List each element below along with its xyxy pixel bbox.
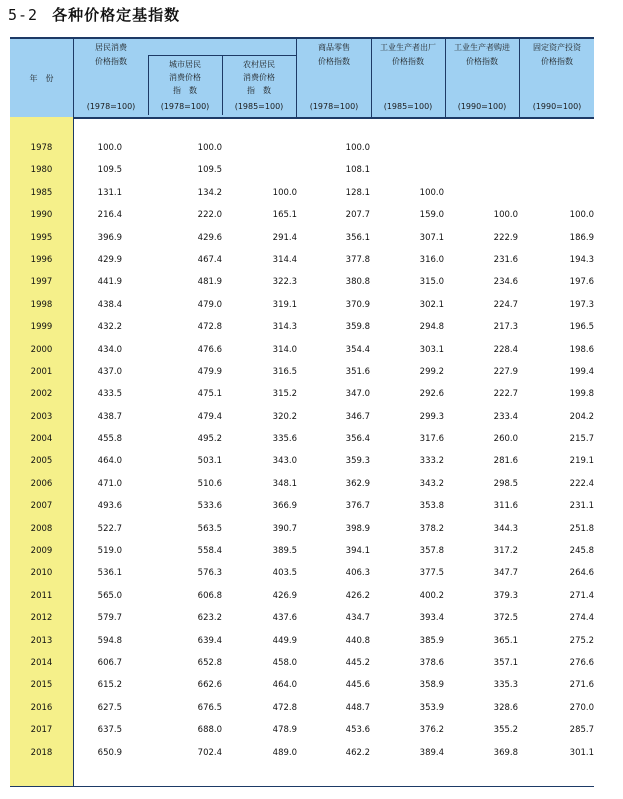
value-cell: 317.6 xyxy=(419,434,444,445)
value-cell: 433.5 xyxy=(97,389,122,400)
value-cell: 676.5 xyxy=(197,702,222,713)
col3-header-line1: 农村居民 xyxy=(243,60,275,69)
year-cell: 1980 xyxy=(30,165,53,176)
value-cell: 275.2 xyxy=(569,635,594,646)
col2-header-line1: 城市居民 xyxy=(169,60,201,69)
value-cell: 400.2 xyxy=(419,590,444,601)
value-cell: 357.8 xyxy=(419,546,444,557)
value-cell: 311.6 xyxy=(493,501,518,512)
value-cell: 351.6 xyxy=(345,366,370,377)
value-cell: 197.6 xyxy=(569,277,594,288)
value-cell: 100.0 xyxy=(419,187,444,198)
value-cell: 650.9 xyxy=(97,747,122,758)
value-cell: 228.4 xyxy=(493,344,518,355)
value-cell: 464.0 xyxy=(97,456,122,467)
value-cell: 462.2 xyxy=(345,747,370,758)
table-row xyxy=(10,743,594,765)
value-cell: 472.8 xyxy=(197,322,222,333)
value-cell: 307.1 xyxy=(419,232,444,243)
value-cell: 315.2 xyxy=(272,389,297,400)
value-cell: 264.6 xyxy=(569,568,594,579)
value-cell: 294.8 xyxy=(419,322,444,333)
table-row xyxy=(10,228,594,250)
year-cell: 2003 xyxy=(30,411,53,422)
value-cell: 362.9 xyxy=(345,478,370,489)
table-row xyxy=(10,496,594,518)
value-cell: 394.1 xyxy=(345,546,370,557)
value-cell: 489.0 xyxy=(272,747,297,758)
year-cell: 2001 xyxy=(30,366,53,377)
value-cell: 359.8 xyxy=(345,322,370,333)
value-cell: 333.2 xyxy=(419,456,444,467)
year-cell: 2015 xyxy=(30,680,53,691)
value-cell: 276.6 xyxy=(569,657,594,668)
value-cell: 159.0 xyxy=(419,210,444,221)
value-cell: 467.4 xyxy=(197,254,222,265)
year-cell: 2016 xyxy=(30,702,53,713)
col5-header-line2: 价格指数 xyxy=(392,57,424,66)
value-cell: 377.8 xyxy=(345,254,370,265)
table-row xyxy=(10,183,594,205)
value-cell: 398.9 xyxy=(345,523,370,534)
value-cell: 196.5 xyxy=(569,322,594,333)
value-cell: 108.1 xyxy=(345,165,370,176)
table-row xyxy=(10,675,594,697)
value-cell: 432.2 xyxy=(97,322,122,333)
table-title-text: 各种价格定基指数 xyxy=(52,6,181,24)
value-cell: 453.6 xyxy=(345,725,370,736)
value-cell: 379.3 xyxy=(493,590,518,601)
value-cell: 429.6 xyxy=(197,232,222,243)
col4-header-line2: 价格指数 xyxy=(318,57,350,66)
value-cell: 328.6 xyxy=(493,702,518,713)
value-cell: 314.4 xyxy=(272,254,297,265)
value-cell: 359.3 xyxy=(345,456,370,467)
value-cell: 510.6 xyxy=(197,478,222,489)
year-header: 年 份 xyxy=(29,74,54,83)
value-cell: 437.0 xyxy=(97,366,122,377)
value-cell: 533.6 xyxy=(197,501,222,512)
year-cell: 2004 xyxy=(30,434,53,445)
year-cell: 2007 xyxy=(30,501,53,512)
year-cell: 2005 xyxy=(30,456,53,467)
value-cell: 222.7 xyxy=(493,389,518,400)
table-row xyxy=(10,429,594,451)
value-cell: 199.4 xyxy=(569,366,594,377)
value-cell: 615.2 xyxy=(97,680,122,691)
value-cell: 390.7 xyxy=(272,523,297,534)
year-cell: 1990 xyxy=(30,210,53,221)
value-cell: 186.9 xyxy=(569,232,594,243)
table-row xyxy=(10,362,594,384)
table-row xyxy=(10,451,594,473)
value-cell: 317.2 xyxy=(493,546,518,557)
header-subrule xyxy=(148,55,296,56)
header-divider xyxy=(519,37,520,117)
table-row xyxy=(10,407,594,429)
year-cell: 1998 xyxy=(30,299,53,310)
value-cell: 274.4 xyxy=(569,613,594,624)
value-cell: 271.6 xyxy=(569,680,594,691)
header-divider xyxy=(445,37,446,117)
value-cell: 348.1 xyxy=(272,478,297,489)
value-cell: 131.1 xyxy=(97,187,122,198)
value-cell: 100.0 xyxy=(272,187,297,198)
value-cell: 396.9 xyxy=(97,232,122,243)
value-cell: 429.9 xyxy=(97,254,122,265)
year-cell: 1985 xyxy=(30,187,53,198)
value-cell: 440.8 xyxy=(345,635,370,646)
table-row xyxy=(10,563,594,585)
value-cell: 356.4 xyxy=(345,434,370,445)
value-cell: 393.4 xyxy=(419,613,444,624)
value-cell: 233.4 xyxy=(493,411,518,422)
value-cell: 227.9 xyxy=(493,366,518,377)
table-bottom-rule xyxy=(10,786,594,787)
value-cell: 197.3 xyxy=(569,299,594,310)
value-cell: 627.5 xyxy=(97,702,122,713)
value-cell: 426.2 xyxy=(345,590,370,601)
value-cell: 365.1 xyxy=(493,635,518,646)
value-cell: 576.3 xyxy=(197,568,222,579)
value-cell: 100.0 xyxy=(569,210,594,221)
value-cell: 100.0 xyxy=(197,143,222,153)
value-cell: 471.0 xyxy=(97,478,122,489)
col2-header-base: (1978=100) xyxy=(160,102,210,111)
value-cell: 426.9 xyxy=(272,590,297,601)
col5-header-line1: 工业生产者出厂 xyxy=(380,43,436,52)
year-cell: 2000 xyxy=(30,344,53,355)
value-cell: 347.7 xyxy=(493,568,518,579)
value-cell: 579.7 xyxy=(97,613,122,624)
value-cell: 245.8 xyxy=(569,546,594,557)
table-row xyxy=(10,317,594,339)
value-cell: 100.0 xyxy=(345,143,370,153)
table-row xyxy=(10,608,594,630)
col2-header-line3: 指 数 xyxy=(173,86,197,95)
year-cell: 2002 xyxy=(30,389,53,400)
value-cell: 389.5 xyxy=(272,546,297,557)
value-cell: 100.0 xyxy=(493,210,518,221)
value-cell: 270.0 xyxy=(569,702,594,713)
value-cell: 231.6 xyxy=(493,254,518,265)
col3-header-line2: 消费价格 xyxy=(243,73,275,82)
value-cell: 335.3 xyxy=(493,680,518,691)
value-cell: 302.1 xyxy=(419,299,444,310)
value-cell: 476.6 xyxy=(197,344,222,355)
value-cell: 314.0 xyxy=(272,344,297,355)
year-cell: 1978 xyxy=(30,143,53,153)
value-cell: 222.9 xyxy=(493,232,518,243)
table-header xyxy=(10,37,594,119)
value-cell: 376.2 xyxy=(419,725,444,736)
col4-header-line1: 商品零售 xyxy=(318,43,350,52)
value-cell: 385.9 xyxy=(419,635,444,646)
value-cell: 281.6 xyxy=(493,456,518,467)
value-cell: 558.4 xyxy=(197,546,222,557)
value-cell: 522.7 xyxy=(97,523,122,534)
value-cell: 100.0 xyxy=(97,143,122,153)
value-cell: 291.4 xyxy=(272,232,297,243)
value-cell: 475.1 xyxy=(197,389,222,400)
value-cell: 299.2 xyxy=(419,366,444,377)
value-cell: 316.0 xyxy=(419,254,444,265)
value-cell: 251.8 xyxy=(569,523,594,534)
value-cell: 519.0 xyxy=(97,546,122,557)
value-cell: 376.7 xyxy=(345,501,370,512)
value-cell: 199.8 xyxy=(569,389,594,400)
table-row xyxy=(10,205,594,227)
value-cell: 346.7 xyxy=(345,411,370,422)
value-cell: 298.5 xyxy=(493,478,518,489)
value-cell: 109.5 xyxy=(97,165,122,176)
table-row xyxy=(10,586,594,608)
header-divider xyxy=(148,55,149,115)
value-cell: 594.8 xyxy=(97,635,122,646)
value-cell: 478.9 xyxy=(272,725,297,736)
col2-header-line2: 消费价格 xyxy=(169,73,201,82)
value-cell: 437.6 xyxy=(272,613,297,624)
value-cell: 357.1 xyxy=(493,657,518,668)
table-title xyxy=(8,4,180,25)
value-cell: 493.6 xyxy=(97,501,122,512)
value-cell: 316.5 xyxy=(272,366,297,377)
value-cell: 563.5 xyxy=(197,523,222,534)
table-row xyxy=(10,720,594,742)
year-cell: 1997 xyxy=(30,277,53,288)
year-cell: 2011 xyxy=(30,590,53,601)
col5-header-base: (1985=100) xyxy=(383,102,433,111)
value-cell: 165.1 xyxy=(272,210,297,221)
value-cell: 234.6 xyxy=(493,277,518,288)
col3-header-line3: 指 数 xyxy=(247,86,271,95)
value-cell: 134.2 xyxy=(197,187,222,198)
value-cell: 369.8 xyxy=(493,747,518,758)
value-cell: 441.9 xyxy=(97,277,122,288)
value-cell: 434.7 xyxy=(345,613,370,624)
value-cell: 222.0 xyxy=(197,210,222,221)
header-divider xyxy=(222,55,223,115)
value-cell: 458.0 xyxy=(272,657,297,668)
value-cell: 434.0 xyxy=(97,344,122,355)
col1-header-line1: 居民消费 xyxy=(95,43,127,52)
value-cell: 370.9 xyxy=(345,299,370,310)
header-divider xyxy=(371,37,372,117)
value-cell: 356.1 xyxy=(345,232,370,243)
value-cell: 662.6 xyxy=(197,680,222,691)
value-cell: 702.4 xyxy=(197,747,222,758)
value-cell: 292.6 xyxy=(419,389,444,400)
table-row xyxy=(10,519,594,541)
value-cell: 479.0 xyxy=(197,299,222,310)
value-cell: 479.9 xyxy=(197,366,222,377)
value-cell: 320.2 xyxy=(272,411,297,422)
value-cell: 222.4 xyxy=(569,478,594,489)
col3-header-base: (1985=100) xyxy=(234,102,284,111)
value-cell: 449.9 xyxy=(272,635,297,646)
value-cell: 343.0 xyxy=(272,456,297,467)
year-cell: 1996 xyxy=(30,254,53,265)
value-cell: 315.0 xyxy=(419,277,444,288)
value-cell: 344.3 xyxy=(493,523,518,534)
value-cell: 219.1 xyxy=(569,456,594,467)
value-cell: 224.7 xyxy=(493,299,518,310)
year-cell: 2012 xyxy=(30,613,53,624)
year-cell: 2014 xyxy=(30,657,53,668)
year-cell: 1999 xyxy=(30,322,53,333)
value-cell: 260.0 xyxy=(493,434,518,445)
value-cell: 354.4 xyxy=(345,344,370,355)
value-cell: 335.6 xyxy=(272,434,297,445)
year-cell: 2010 xyxy=(30,568,53,579)
value-cell: 455.8 xyxy=(97,434,122,445)
col6-header-base: (1990=100) xyxy=(457,102,507,111)
value-cell: 623.2 xyxy=(197,613,222,624)
value-cell: 389.4 xyxy=(419,747,444,758)
value-cell: 198.6 xyxy=(569,344,594,355)
value-cell: 445.6 xyxy=(345,680,370,691)
value-cell: 652.8 xyxy=(197,657,222,668)
value-cell: 322.3 xyxy=(272,277,297,288)
value-cell: 378.6 xyxy=(419,657,444,668)
value-cell: 215.7 xyxy=(569,434,594,445)
value-cell: 216.4 xyxy=(97,210,122,221)
col4-header-base: (1978=100) xyxy=(309,102,359,111)
value-cell: 204.2 xyxy=(569,411,594,422)
table-row xyxy=(10,272,594,294)
value-cell: 536.1 xyxy=(97,568,122,579)
value-cell: 472.8 xyxy=(272,702,297,713)
value-cell: 299.3 xyxy=(419,411,444,422)
table-row xyxy=(10,250,594,272)
value-cell: 495.2 xyxy=(197,434,222,445)
table-row xyxy=(10,384,594,406)
col6-header-line1: 工业生产者购进 xyxy=(454,43,510,52)
value-cell: 194.3 xyxy=(569,254,594,265)
value-cell: 639.4 xyxy=(197,635,222,646)
col7-header-line1: 固定资产投资 xyxy=(533,43,581,52)
value-cell: 688.0 xyxy=(197,725,222,736)
table-row xyxy=(10,631,594,653)
col1-header-base: (1978=100) xyxy=(86,102,136,111)
value-cell: 464.0 xyxy=(272,680,297,691)
value-cell: 481.9 xyxy=(197,277,222,288)
value-cell: 445.2 xyxy=(345,657,370,668)
value-cell: 347.0 xyxy=(345,389,370,400)
value-cell: 448.7 xyxy=(345,702,370,713)
col6-header-line2: 价格指数 xyxy=(466,57,498,66)
value-cell: 207.7 xyxy=(345,210,370,221)
table-row xyxy=(10,340,594,362)
value-cell: 380.8 xyxy=(345,277,370,288)
value-cell: 343.2 xyxy=(419,478,444,489)
col1-header-line2: 价格指数 xyxy=(95,57,127,66)
table-row xyxy=(10,295,594,317)
value-cell: 217.3 xyxy=(493,322,518,333)
value-cell: 503.1 xyxy=(197,456,222,467)
value-cell: 438.4 xyxy=(97,299,122,310)
value-cell: 637.5 xyxy=(97,725,122,736)
year-cell: 2013 xyxy=(30,635,53,646)
value-cell: 479.4 xyxy=(197,411,222,422)
table-row xyxy=(10,160,594,182)
year-cell: 1995 xyxy=(30,232,53,243)
value-cell: 406.3 xyxy=(345,568,370,579)
value-cell: 314.3 xyxy=(272,322,297,333)
value-cell: 606.8 xyxy=(197,590,222,601)
value-cell: 358.9 xyxy=(419,680,444,691)
value-cell: 319.1 xyxy=(272,299,297,310)
value-cell: 353.9 xyxy=(419,702,444,713)
value-cell: 355.2 xyxy=(493,725,518,736)
value-cell: 377.5 xyxy=(419,568,444,579)
table-row xyxy=(10,653,594,675)
year-cell: 2018 xyxy=(30,747,53,758)
year-cell: 2017 xyxy=(30,725,53,736)
col7-header-line2: 价格指数 xyxy=(541,57,573,66)
value-cell: 301.1 xyxy=(569,747,594,758)
table-row xyxy=(10,541,594,563)
table-body xyxy=(10,138,594,765)
table-number: 5-2 xyxy=(8,6,39,24)
value-cell: 606.7 xyxy=(97,657,122,668)
value-cell: 128.1 xyxy=(345,187,370,198)
table-row xyxy=(10,698,594,720)
table-row xyxy=(10,474,594,496)
year-cell: 2006 xyxy=(30,478,53,489)
table-row xyxy=(10,138,594,160)
value-cell: 565.0 xyxy=(97,590,122,601)
value-cell: 271.4 xyxy=(569,590,594,601)
col7-header-base: (1990=100) xyxy=(532,102,582,111)
value-cell: 366.9 xyxy=(272,501,297,512)
value-cell: 303.1 xyxy=(419,344,444,355)
year-cell: 2008 xyxy=(30,523,53,534)
year-cell: 2009 xyxy=(30,546,53,557)
value-cell: 353.8 xyxy=(419,501,444,512)
value-cell: 231.1 xyxy=(569,501,594,512)
value-cell: 285.7 xyxy=(569,725,594,736)
value-cell: 403.5 xyxy=(272,568,297,579)
value-cell: 109.5 xyxy=(197,165,222,176)
value-cell: 378.2 xyxy=(419,523,444,534)
value-cell: 372.5 xyxy=(493,613,518,624)
header-divider xyxy=(296,37,297,117)
value-cell: 438.7 xyxy=(97,411,122,422)
